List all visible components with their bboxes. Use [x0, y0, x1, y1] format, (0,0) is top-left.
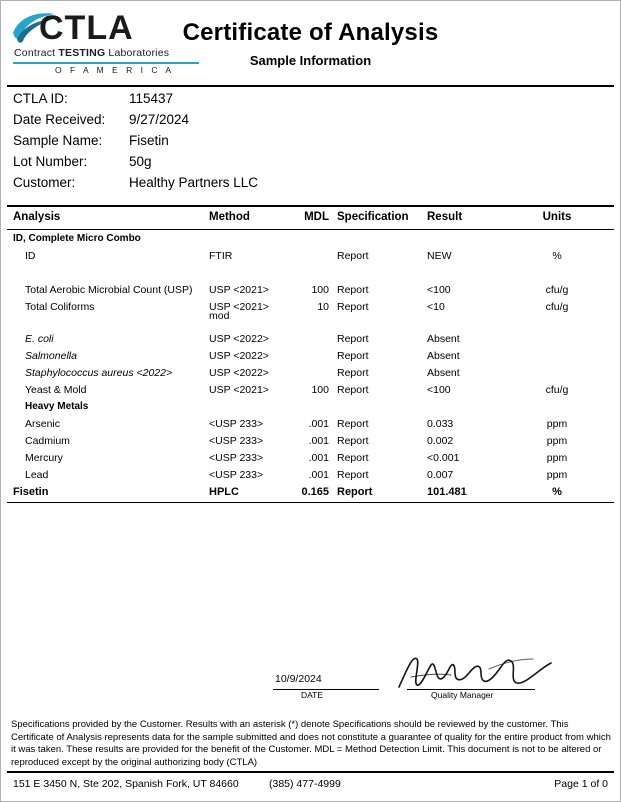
sample-info-divider [7, 205, 614, 207]
cell-analysis: Yeast & Mold [25, 384, 87, 396]
table-row [7, 301, 614, 327]
group-label: Heavy Metals [25, 401, 89, 412]
table-row [7, 350, 614, 367]
footer-page-number: Page 1 of 0 [554, 778, 608, 790]
table-row [7, 284, 614, 301]
table-row [7, 367, 614, 384]
table-row [7, 384, 614, 401]
cell-mdl: 0.165 [301, 486, 329, 498]
cell-analysis: Total Coliforms [25, 301, 95, 313]
cell-analysis: Mercury [25, 452, 63, 464]
cell-result: <100 [427, 284, 451, 296]
cell-units: ppm [546, 469, 568, 481]
field-value: Fisetin [129, 133, 169, 148]
cell-spec: Report [337, 486, 373, 498]
cell-mdl: .001 [308, 435, 329, 447]
cell-method: USP <2022> [209, 350, 269, 362]
cell-analysis: Fisetin [13, 486, 49, 498]
cell-analysis: Total Aerobic Microbial Count (USP) [25, 284, 193, 296]
cell-units: cfu/g [545, 384, 569, 396]
date-line [273, 689, 379, 690]
table-group-row [7, 233, 614, 250]
cell-mdl: .001 [308, 418, 329, 430]
cell-spec: Report [337, 350, 369, 362]
cell-analysis: Salmonella [25, 350, 77, 362]
cell-mdl: .001 [308, 452, 329, 464]
field-label: Date Received: [13, 112, 106, 127]
col-header-specification: Specification [337, 211, 409, 223]
col-header-analysis: Analysis [13, 211, 61, 223]
cell-analysis: Staphylococcus aureus <2022> [25, 367, 173, 379]
signature-image [393, 647, 563, 695]
cell-spec: Report [337, 452, 369, 464]
page-content [7, 5, 614, 797]
table-row [7, 333, 614, 350]
cell-result: 101.481 [427, 486, 467, 498]
col-header-method: Method [209, 211, 250, 223]
logo-subtagline: O F A M E R I C A [55, 65, 175, 75]
cell-result: 0.033 [427, 418, 454, 430]
table-header-divider [7, 229, 614, 230]
cell-spec: Report [337, 301, 369, 313]
field-label: CTLA ID: [13, 91, 68, 106]
cell-method: USP <2022> [209, 333, 269, 345]
cell-method: HPLC [209, 486, 239, 498]
cell-spec: Report [337, 384, 369, 396]
cell-spec: Report [337, 435, 369, 447]
cell-analysis: ID [25, 250, 36, 262]
manager-label: Quality Manager [431, 690, 494, 700]
disclaimer-text: Specifications provided by the Customer. Results with an asterisk (*) denote Specifications should be reviewed by the customer. This Certificate of Analysis represents data for the sample submitted and does not constitute a guarantee of quality for the entire product from which it was taken. These results are provided for the benefit of the Customer. MDL = Method Detection Limit. This document is not to be altered or reproduced except by the original authorizing body (CTLA) [11, 719, 611, 768]
cell-units: ppm [546, 418, 568, 430]
cell-mdl: 100 [311, 284, 329, 296]
table-header-row [7, 211, 614, 229]
table-row [7, 435, 614, 452]
field-label: Lot Number: [13, 154, 88, 169]
cell-mdl: .001 [308, 469, 329, 481]
field-value: Healthy Partners LLC [129, 175, 259, 190]
cell-mdl: 10 [317, 301, 329, 313]
table-row [7, 452, 614, 469]
table-group-row [7, 401, 614, 418]
cell-method: <USP 233> [209, 418, 264, 430]
cell-result: <0.001 [427, 452, 460, 464]
cell-spec: Report [337, 250, 369, 262]
cell-result: 0.007 [427, 469, 454, 481]
cell-spec: Report [337, 333, 369, 345]
cell-result: Absent [427, 367, 460, 379]
footer-address: 151 E 3450 N, Ste 202, Spanish Fork, UT 84660 [13, 778, 239, 790]
cell-analysis: Lead [25, 469, 49, 481]
cell-method: USP <2021> [209, 284, 269, 296]
cell-method: USP <2021> [209, 384, 269, 396]
cell-units: cfu/g [545, 284, 569, 296]
sample-info-row [7, 133, 614, 154]
cell-method: <USP 233> [209, 469, 264, 481]
cell-method-continued: mod [209, 310, 230, 322]
sample-info-row [7, 91, 614, 112]
cell-result: Absent [427, 333, 460, 345]
cell-method: <USP 233> [209, 435, 264, 447]
sample-info-block [7, 91, 614, 196]
cell-analysis: Cadmium [25, 435, 70, 447]
cell-result: Absent [427, 350, 460, 362]
page-title: Certificate of Analysis [182, 19, 439, 46]
table-spacer-row [7, 267, 614, 284]
col-header-result: Result [427, 211, 463, 223]
document-footer [7, 773, 614, 795]
table-row [7, 469, 614, 486]
field-value: 50g [129, 154, 152, 169]
cell-method: FTIR [209, 250, 233, 262]
sample-info-row [7, 175, 614, 196]
cell-units: % [552, 250, 562, 262]
cell-analysis: E. coli [25, 333, 54, 345]
cell-mdl: 100 [311, 384, 329, 396]
field-value: 115437 [129, 91, 174, 106]
field-value: 9/27/2024 [129, 112, 190, 127]
table-bottom-divider [7, 502, 614, 503]
cell-spec: Report [337, 469, 369, 481]
sample-info-row [7, 154, 614, 175]
logo-wordmark: CTLA [39, 9, 134, 47]
cell-units: % [552, 486, 562, 498]
cell-result: 0.002 [427, 435, 454, 447]
results-table [7, 211, 614, 498]
header-divider [7, 85, 614, 87]
table-row [7, 486, 614, 503]
cell-result: <100 [427, 384, 451, 396]
cell-analysis: Arsenic [25, 418, 61, 430]
field-label: Sample Name: [13, 133, 103, 148]
cell-spec: Report [337, 284, 369, 296]
cell-method: USP <2022> [209, 367, 269, 379]
cell-method: <USP 233> [209, 452, 264, 464]
sample-info-row [7, 112, 614, 133]
col-header-units: Units [542, 211, 572, 223]
table-body [7, 233, 614, 503]
cell-spec: Report [337, 367, 369, 379]
group-label: ID, Complete Micro Combo [13, 233, 141, 244]
cell-method: USP <2021> [209, 301, 269, 313]
document-header [7, 5, 614, 85]
signature-date: 10/9/2024 [275, 673, 322, 685]
col-header-mdl: MDL [304, 211, 329, 223]
cell-units: cfu/g [545, 301, 569, 313]
cell-result: <10 [427, 301, 445, 313]
field-label: Customer: [13, 175, 76, 190]
date-label: DATE [301, 690, 324, 700]
cell-units: ppm [546, 435, 568, 447]
footer-phone: (385) 477-4999 [269, 778, 341, 790]
table-row [7, 418, 614, 435]
logo-tagline: Contract TESTING Laboratories [14, 47, 170, 59]
table-row [7, 250, 614, 267]
cell-spec: Report [337, 418, 369, 430]
page-subtitle: Sample Information [249, 53, 372, 68]
cell-units: ppm [546, 452, 568, 464]
cell-result: NEW [427, 250, 452, 262]
